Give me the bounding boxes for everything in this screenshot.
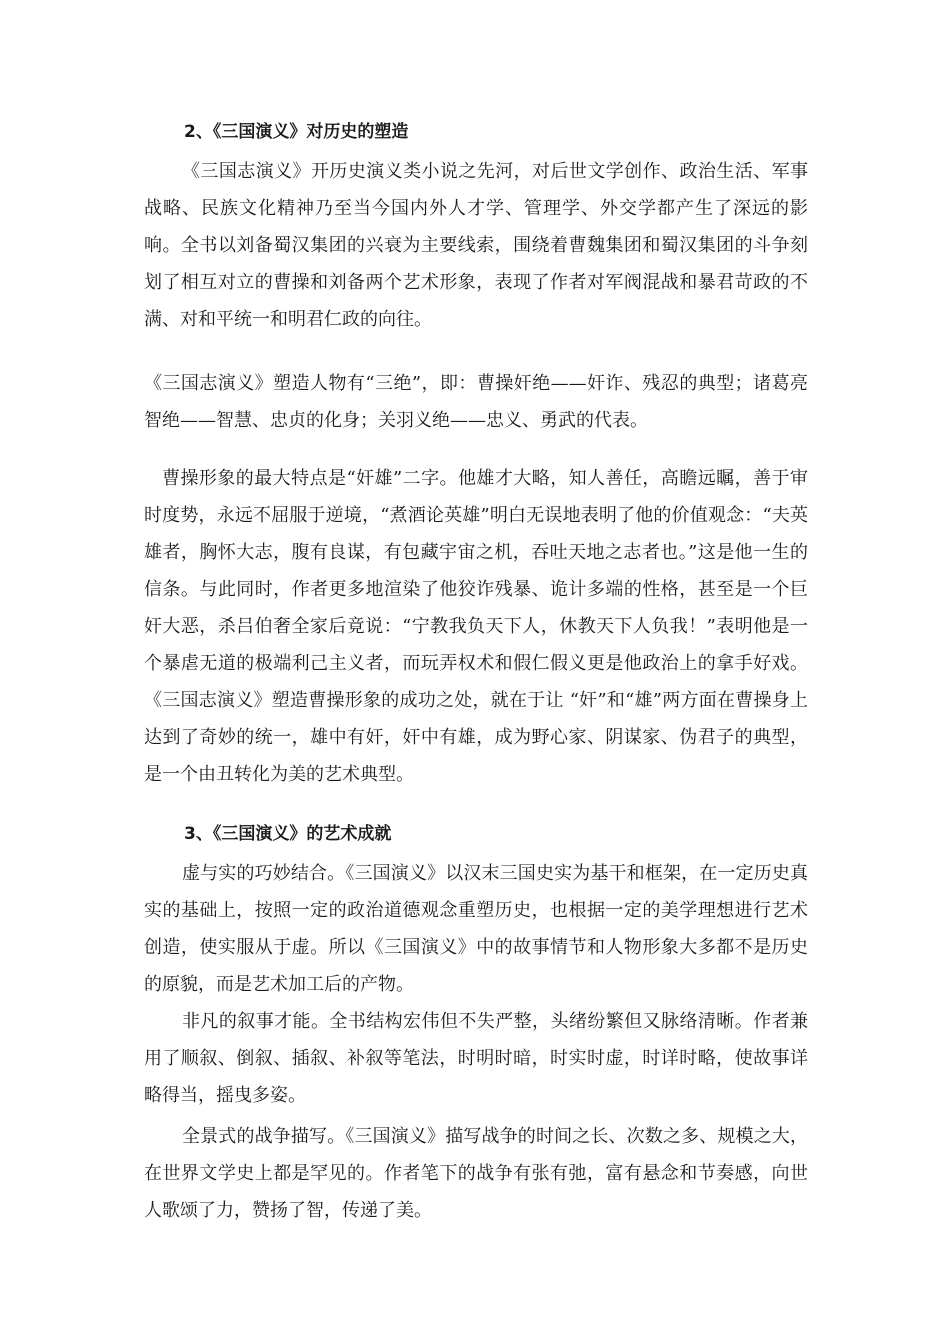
section-3-heading: 3、《三国演义》的艺术成就	[184, 824, 392, 844]
section-2-paragraph-1: 《三国志演义》开历史演义类小说之先河，对后世文学创作、政治生活、军事战略、民族文化精神乃至当今国内外人才学、管理学、外交学都产生了深远的影响。全书以刘备蜀汉集团的兴衰为主要线索，围绕着曹魏集团和蜀汉集团的斗争刻划了相互对立的曹操和刘备两个艺术形象，表现了作者对军阀混战和暴君苛政的不满、对和平统一和明君仁政的向往。	[144, 161, 808, 330]
section-2-paragraph-2: 《三国志演义》塑造人物有“三绝”，即：曹操奸绝——奸诈、残忍的典型；诸葛亮智绝——智慧、忠贞的化身；关羽义绝——忠义、勇武的代表。	[144, 373, 808, 431]
section-3-paragraph-1: 虚与实的巧妙结合。《三国演义》以汉末三国史实为基干和框架，在一定历史真实的基础上，按照一定的政治道德观念重塑历史，也根据一定的美学理想进行艺术创造，使实服从于虚。所以《三国演义》中的故事情节和人物形象大多都不是历史的原貌，而是艺术加工后的产物。	[144, 863, 808, 995]
section-3-paragraph-3: 全景式的战争描写。《三国演义》描写战争的时间之长、次数之多、规模之大，在世界文学史上都是罕见的。作者笔下的战争有张有弛，富有悬念和节奏感，向世人歌颂了力，赞扬了智，传递了美。	[144, 1126, 808, 1221]
section-2-paragraph-3: 曹操形象的最大特点是“奸雄”二字。他雄才大略，知人善任，高瞻远瞩，善于审时度势，永远不屈服于逆境，“煮酒论英雄”明白无误地表明了他的价值观念：“夫英雄者，胸怀大志，腹有良谋，有包藏宇宙之机，吞吐天地之志者也。”这是他一生的信条。与此同时，作者更多地渲染了他狡诈残暴、诡计多端的性格，甚至是一个巨奸大恶，杀吕伯奢全家后竟说：“宁教我负天下人，休教天下人负我！”表明他是一个暴虐无道的极端利己主义者，而玩弄权术和假仁假义更是他政治上的拿手好戏。《三国志演义》塑造曹操形象的成功之处，就在于让 “奸”和“雄”两方面在曹操身上达到了奇妙的统一，雄中有奸，奸中有雄，成为野心家、阴谋家、伪君子的典型，是一个由丑转化为美的艺术典型。	[144, 468, 808, 785]
section-3-paragraph-2: 非凡的叙事才能。全书结构宏伟但不失严整，头绪纷繁但又脉络清晰。作者兼用了顺叙、倒叙、插叙、补叙等笔法，时明时暗，时实时虚，时详时略，使故事详略得当，摇曳多姿。	[144, 1011, 808, 1106]
section-2-heading: 2、《三国演义》对历史的塑造	[184, 122, 409, 142]
